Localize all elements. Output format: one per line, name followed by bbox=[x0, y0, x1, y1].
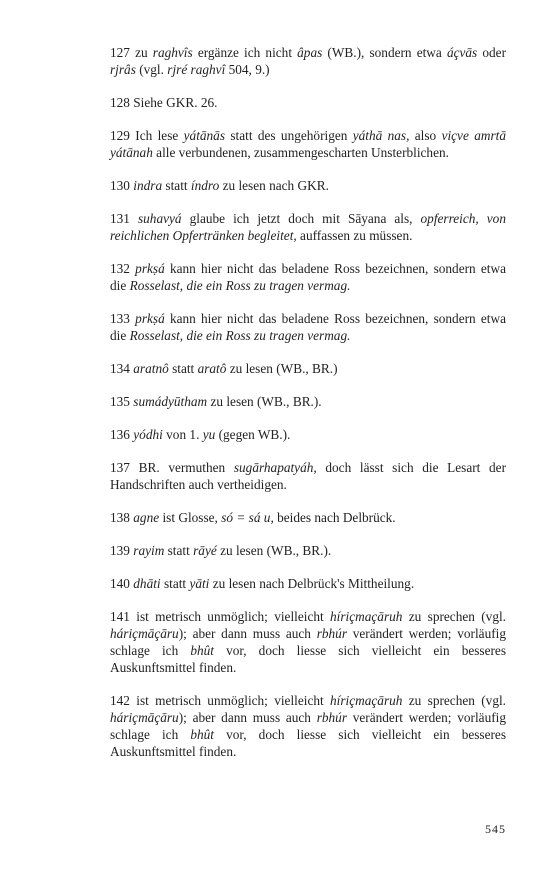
footnote-text: statt des ungehörigen bbox=[225, 128, 353, 143]
footnote-text: 134 bbox=[110, 361, 134, 376]
footnote bbox=[110, 310, 506, 344]
footnote-text: 135 bbox=[110, 394, 134, 409]
footnote-text: auffassen zu müssen. bbox=[296, 228, 413, 243]
footnotes-page bbox=[110, 44, 506, 776]
footnote-text: ergänze ich nicht bbox=[192, 45, 298, 60]
footnote-text: 139 bbox=[110, 543, 134, 558]
footnote-list bbox=[110, 44, 506, 760]
footnote-italic-text: dhāti bbox=[133, 576, 161, 591]
footnote bbox=[110, 393, 506, 410]
footnote-italic-text: prkṣá bbox=[135, 261, 165, 276]
footnote-text: 131 bbox=[110, 211, 138, 226]
footnote-text: zu lesen nach Delbrück's Mittheilung. bbox=[209, 576, 415, 591]
footnote-italic-text: suhavyá bbox=[137, 211, 182, 226]
footnote-text: (WB.), sondern etwa bbox=[322, 45, 447, 60]
footnote-text: zu sprechen (vgl. bbox=[402, 693, 506, 708]
footnote-italic-text: yāti bbox=[189, 576, 210, 591]
footnote-text: ist Glosse, bbox=[159, 510, 222, 525]
footnote-text: 136 bbox=[110, 427, 134, 442]
footnote-italic-text: Rosselast, die ein Ross zu tragen vermag. bbox=[129, 328, 351, 343]
footnote-text: beides nach Delbrück. bbox=[273, 510, 396, 525]
footnote-italic-text: yátānās bbox=[183, 128, 226, 143]
footnote-text: glaube ich jetzt doch mit Sāyana als, bbox=[181, 211, 421, 226]
footnote-text: statt bbox=[168, 361, 198, 376]
footnote-italic-text: rbhúr bbox=[316, 710, 347, 725]
footnote-text: 140 bbox=[110, 576, 134, 591]
footnote-text: ); aber dann muss auch bbox=[178, 710, 317, 725]
footnote-text: zu sprechen (vgl. bbox=[402, 609, 506, 624]
footnote-text: 129 Ich lese bbox=[110, 128, 184, 143]
footnote-text: oder bbox=[477, 45, 506, 60]
footnote-italic-text: bhût bbox=[190, 643, 214, 658]
footnote-italic-text: áçvās bbox=[446, 45, 478, 60]
footnote bbox=[110, 509, 506, 526]
footnote-italic-text: viçve amrtā yátānah bbox=[110, 128, 506, 160]
footnote bbox=[110, 608, 506, 676]
footnote-italic-text: rbhúr bbox=[316, 626, 347, 641]
footnote-text: kann hier nicht das beladene Ross bezeichnen, sondern etwa die bbox=[110, 311, 506, 343]
footnote bbox=[110, 94, 506, 111]
footnote-italic-text: raghvîs bbox=[152, 45, 193, 60]
footnote bbox=[110, 542, 506, 559]
footnote-text: doch lässt sich die Lesart der Handschriften auch vertheidigen. bbox=[110, 460, 507, 492]
footnote-text: 137 BR. vermuthen bbox=[110, 460, 234, 475]
footnote-text: (gegen WB.). bbox=[215, 427, 291, 442]
footnote-italic-text: yáthā nas, bbox=[352, 128, 410, 143]
footnote-italic-text: prkṣá bbox=[135, 311, 165, 326]
footnote-italic-text: âpas bbox=[297, 45, 323, 60]
footnote-italic-text: híriçmaçāruh bbox=[330, 609, 403, 624]
footnote-text: 504, 9.) bbox=[225, 62, 270, 77]
footnote-italic-text: índro bbox=[190, 178, 220, 193]
footnote-italic-text: só = sá u, bbox=[221, 510, 274, 525]
footnote-italic-text: híriçmaçāruh bbox=[330, 693, 403, 708]
footnote-text: (vgl. bbox=[135, 62, 168, 77]
footnote-text: 141 ist metrisch unmöglich; vielleicht bbox=[110, 609, 331, 624]
footnote-text: zu lesen (WB., BR.). bbox=[207, 394, 322, 409]
footnote bbox=[110, 426, 506, 443]
footnote bbox=[110, 360, 506, 377]
footnote-text: also bbox=[409, 128, 442, 143]
footnote-text: verändert werden; vorläufig schlage ich bbox=[110, 710, 506, 742]
footnote-italic-text: háriçmāçāru bbox=[110, 710, 179, 725]
footnote-italic-text: opferreich, von reichlichen Opfertränken begleitet, bbox=[110, 211, 506, 243]
footnote-italic-text: Rosselast, die ein Ross zu tragen vermag. bbox=[129, 278, 351, 293]
footnote-italic-text: bhût bbox=[190, 727, 214, 742]
footnote-text: 133 bbox=[110, 311, 136, 326]
footnote-italic-text: sumádyūtham bbox=[133, 394, 208, 409]
footnote-italic-text: rayim bbox=[133, 543, 165, 558]
footnote-text: von 1. bbox=[162, 427, 203, 442]
footnote-text: statt bbox=[160, 576, 190, 591]
footnote bbox=[110, 127, 506, 161]
footnote-text: vor, doch liesse sich vielleicht ein besseres Auskunftsmittel finden. bbox=[110, 727, 507, 759]
footnote-italic-text: háriçmāçāru bbox=[110, 626, 179, 641]
footnote-italic-text: sugārhapatyáh, bbox=[233, 460, 317, 475]
footnote bbox=[110, 692, 506, 760]
footnote-italic-text: indra bbox=[133, 178, 163, 193]
footnote-italic-text: yu bbox=[202, 427, 216, 442]
footnote bbox=[110, 44, 506, 78]
footnote-text: 138 bbox=[110, 510, 134, 525]
footnote-italic-text: yódhi bbox=[133, 427, 163, 442]
footnote bbox=[110, 260, 506, 294]
footnote-italic-text: aratô bbox=[197, 361, 227, 376]
footnote bbox=[110, 177, 506, 194]
footnote-text: kann hier nicht das beladene Ross bezeichnen, sondern etwa die bbox=[110, 261, 506, 293]
footnote-text: vor, doch liesse sich vielleicht ein besseres Auskunftsmittel finden. bbox=[110, 643, 507, 675]
footnote-text: 130 bbox=[110, 178, 134, 193]
footnote-text: zu lesen (WB., BR.). bbox=[216, 543, 332, 558]
footnote-text: alle verbundenen, zusammengescharten Unsterblichen. bbox=[152, 145, 449, 160]
footnote-text: statt bbox=[162, 178, 191, 193]
footnote-italic-text: rjré raghvî bbox=[167, 62, 226, 77]
footnote-text: 142 ist metrisch unmöglich; vielleicht bbox=[110, 693, 331, 708]
footnote-text: verändert werden; vorläufig schlage ich bbox=[110, 626, 506, 658]
footnote-italic-text: rjrâs bbox=[110, 62, 136, 77]
footnote-italic-text: aratnô bbox=[133, 361, 169, 376]
footnote bbox=[110, 575, 506, 592]
footnote-text: zu lesen nach GKR. bbox=[219, 178, 329, 193]
footnote bbox=[110, 459, 506, 493]
page-number: 545 bbox=[485, 822, 506, 836]
footnote-italic-text: agne bbox=[133, 510, 160, 525]
footnote-text: 127 zu bbox=[110, 45, 153, 60]
footnote-text: 132 bbox=[110, 261, 136, 276]
footnote-text: 128 Siehe GKR. 26. bbox=[110, 95, 218, 110]
footnote-italic-text: rāyé bbox=[193, 543, 217, 558]
footnote-text: ); aber dann muss auch bbox=[178, 626, 317, 641]
footnote-text: statt bbox=[164, 543, 194, 558]
footnote-text: zu lesen (WB., BR.) bbox=[226, 361, 338, 376]
footnote bbox=[110, 210, 506, 244]
